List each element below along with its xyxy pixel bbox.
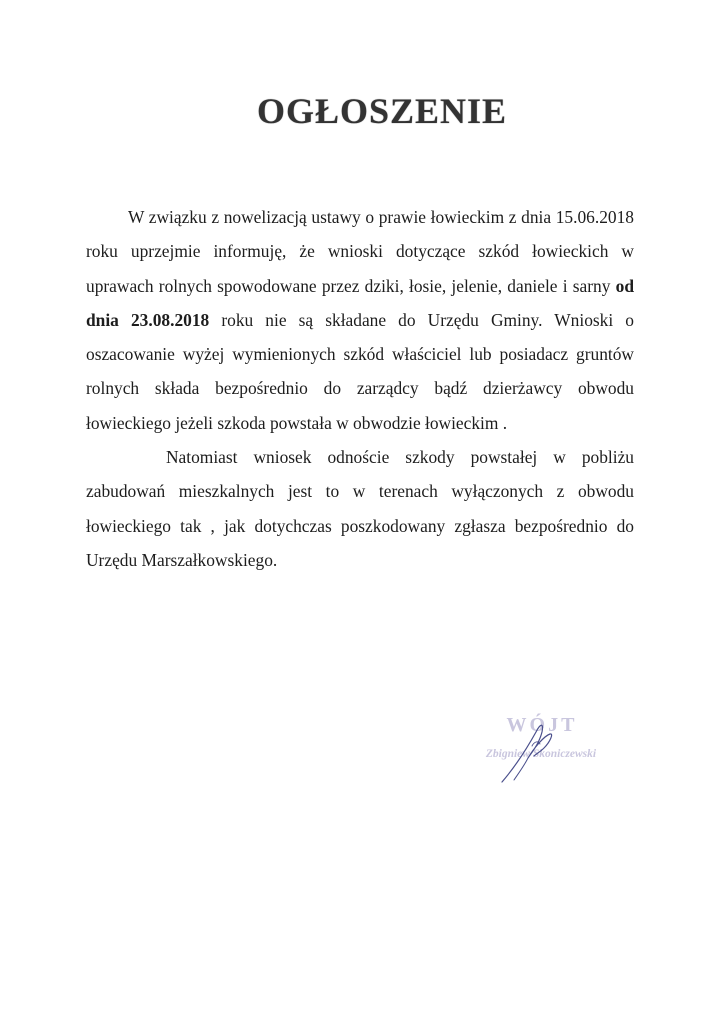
paragraph-2: Natomiast wniosek odnoście szkody powstałej w pobliżu zabudowań mieszkalnych jest to w terenach wyłączonych z obwodu łowieckiego tak , jak dotychczas poszkodowany zgłasza bezpośrednio do Urzędu Marszałkowskiego. bbox=[86, 447, 634, 570]
paragraph-1-part-2: roku nie są składane do Urzędu Gminy. Wnioski o oszacowanie wyżej wymienionych szkód właściciel lub posiadacz gruntów rolnych składa bezpośrednio do zarządcy bądź dzierżawcy obwodu łowieckiego jeżeli szkoda powstała w obwodzie łowieckim . bbox=[86, 309, 634, 433]
paragraph-1 bbox=[86, 200, 634, 440]
stamp-title: WÓJT bbox=[506, 714, 578, 736]
official-stamp-signature bbox=[470, 708, 610, 798]
document-body bbox=[86, 200, 634, 577]
paragraph-1-part-1: W związku z nowelizacją ustawy o prawie łowieckim z dnia 15.06.2018 roku uprzejmie informuję, że wnioski dotyczące szkód łowieckich w uprawach rolnych spowodowane przez dziki, łosie, jelenie, daniele i sarny bbox=[86, 207, 634, 296]
paragraph-1-bold-date: od dnia 23.08.2018 bbox=[86, 275, 634, 330]
handwritten-signature-icon bbox=[470, 708, 610, 798]
stamp-name: Zbigniew Skoniczewski bbox=[485, 748, 597, 760]
document-title: OGŁOSZENIE bbox=[256, 91, 508, 131]
